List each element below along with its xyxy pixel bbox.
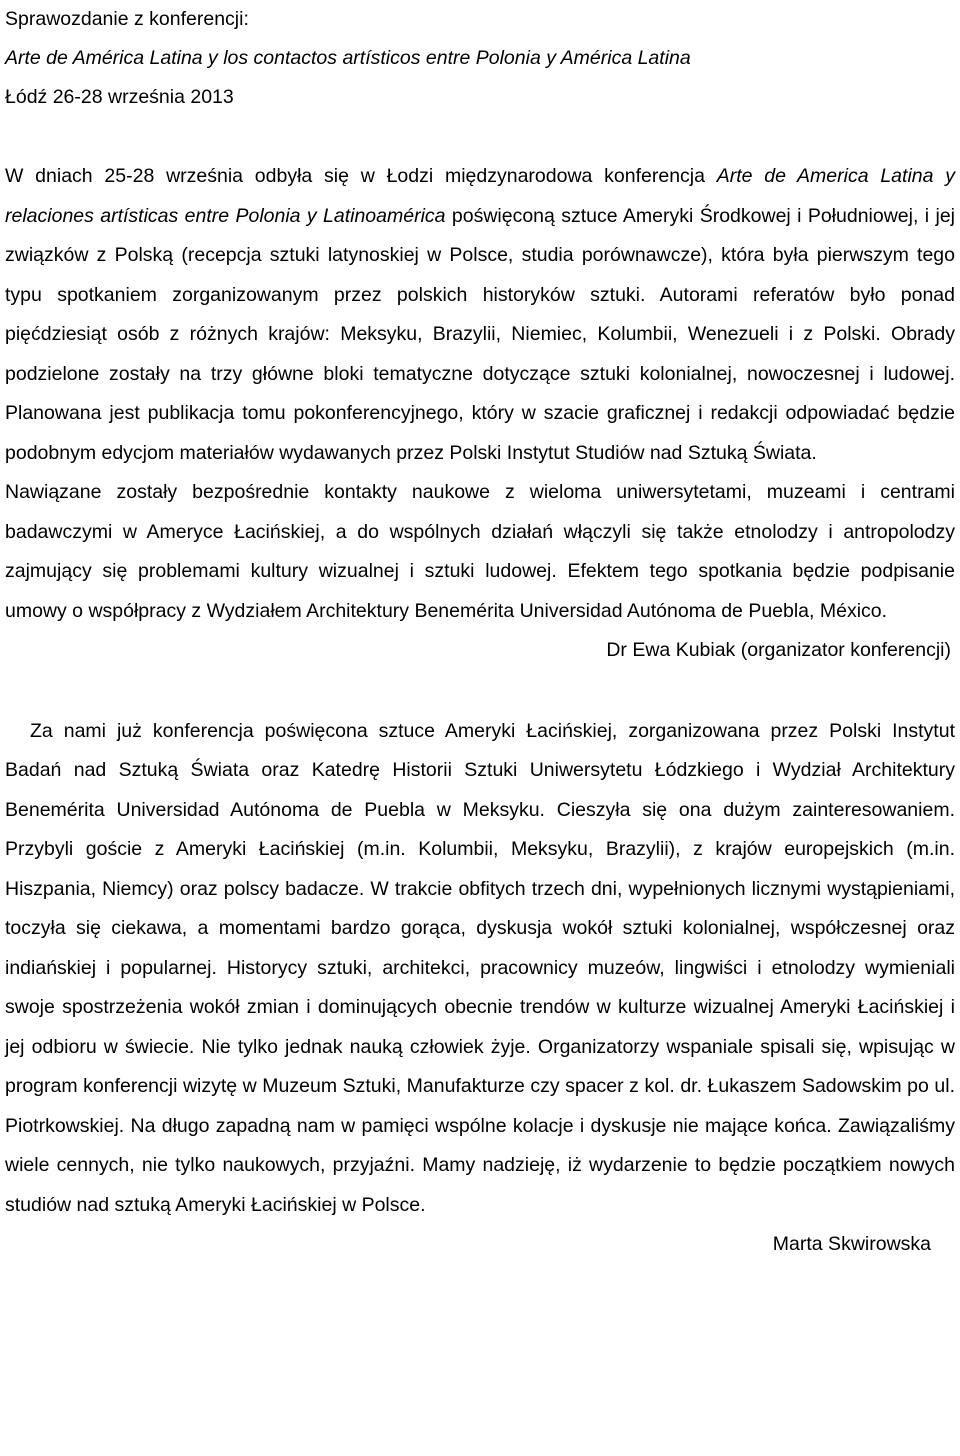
report-signature: Dr Ewa Kubiak (organizator konferencji) xyxy=(606,639,951,661)
document-page xyxy=(5,0,955,1265)
second-report-paragraph: Za nami już konferencja poświęcona sztuce Ameryki Łacińskiej, zorganizowana przez Polski Instytut Badań nad Sztuką Świata oraz Katedrę Historii Sztuki Uniwersytetu Łódzkiego i Wydział Architektury Benemérita Universidad Autónoma de Puebla w Meksyku. Cieszyła się ona dużym zainteresowaniem. Przybyli goście z Ameryki Łacińskiej (m.in. Kolumbii, Meksyku, Brazylii), z krajów europejskich (m.in. Hiszpania, Niemcy) oraz polscy badacze. W trakcie obfitych trzech dni, wypełnionych licznymi wystąpieniami, toczyła się ciekawa, a momentami bardzo gorąca, dyskusja wokół sztuki kolonialnej, współczesnej oraz indiańskiej i popularnej. Historycy sztuki, architekci, pracownicy muzeów, lingwiści i etnolodzy wymieniali swoje spostrzeżenia wokół zmian i dominujących obecnie trendów w kulturze wizualnej Ameryki Łacińskiej i jej odbioru w świecie. Nie tylko jednak nauką człowiek żyje. Organizatorzy wspaniale spisali się, wpisując w program konferencji wizytę w Muzeum Sztuki, Manufakturze czy spacer z kol. dr. Łukaszem Sadowskim po ul. Piotrkowskiej. Na długo zapadną nam w pamięci wspólne kolacje i dyskusje nie mające końca. Zawiązaliśmy wiele cennych, nie tylko naukowych, przyjaźni. Mamy nadzieję, iż wydarzenie to będzie początkiem nowych studiów nad sztuką Ameryki Łacińskiej w Polsce. xyxy=(5,719,955,1216)
second-report-signature: Marta Skwirowska xyxy=(772,1233,931,1255)
report-heading: Sprawozdanie z konferencji: xyxy=(5,8,249,30)
report-paragraph-2: Nawiązane zostały bezpośrednie kontakty naukowe z wieloma uniwersytetami, muzeami i centrami badawczymi w Ameryce Łacińskiej, a do wspólnych działań włączyli się także etnolodzy i antropolodzy zajmujący się problemami kultury wizualnej i sztuki ludowej. Efektem tego spotkania będzie podpisanie umowy o współpracy z Wydziałem Architektury Benemérita Universidad Autónoma de Puebla, México. xyxy=(5,481,955,622)
conference-spanish-title: Arte de America Latina y relaciones artísticas entre Polonia y Latinoamérica xyxy=(5,165,955,227)
header-spacer xyxy=(5,117,955,157)
report-paragraph-1 xyxy=(5,157,955,473)
conference-title: Arte de América Latina y los contactos artísticos entre Polonia y América Latina xyxy=(5,47,691,69)
conference-place-date: Łódź 26-28 września 2013 xyxy=(5,86,234,108)
report-paragraph-1-body: poświęconą sztuce Ameryki Środkowej i Południowej, i jej związków z Polską (recepcja sztuki latynoskiej w Polsce, studia porównawcze), która była pierwszym tego typu spotkaniem zorganizowanym przez polskich historyków sztuki. Autorami referatów było ponad pięćdziesiąt osób z różnych krajów: Meksyku, Brazylii, Niemiec, Kolumbii, Wenezueli i z Polski. Obrady podzielone zostały na trzy główne bloki tematyczne dotyczące sztuki kolonialnej, nowoczesnej i ludowej. Planowana jest publikacja tomu pokonferencyjnego, który w szacie graficznej i redakcji odpowiadać będzie podobnym edycjom materiałów wydawanych przez Polski Instytut Studiów nad Sztuką Świata. xyxy=(5,204,955,464)
document-header xyxy=(5,0,955,117)
section-gap xyxy=(5,671,955,712)
report-paragraph-1-intro: W dniach 25-28 września odbyła się w Łodzi międzynarodowa konferencja xyxy=(5,165,717,187)
